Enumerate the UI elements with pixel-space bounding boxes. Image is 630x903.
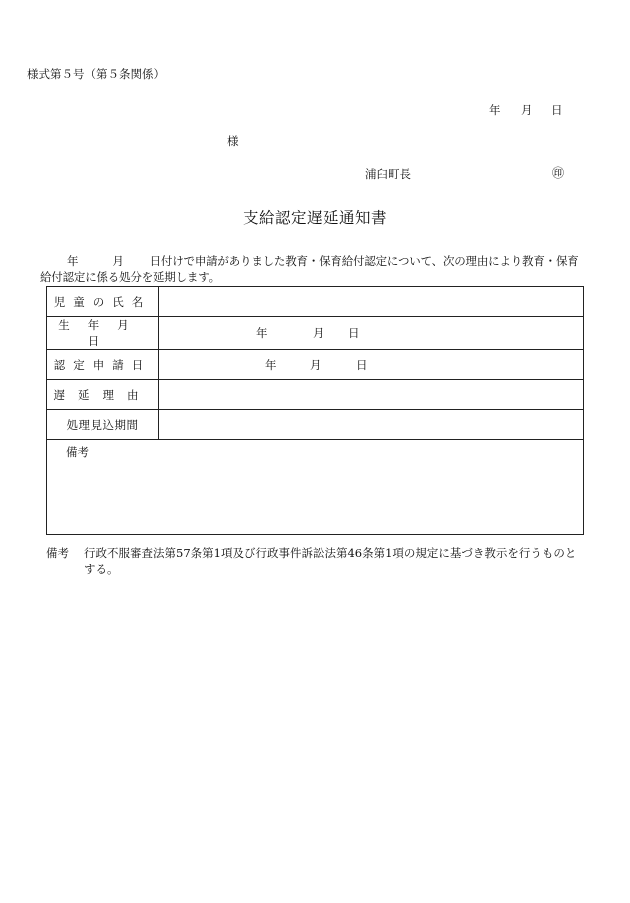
row-label-delay-reason: 遅延理由 <box>47 380 159 410</box>
addressee-suffix: 様 <box>227 134 239 148</box>
date-day-label: 日 <box>551 103 563 117</box>
processing-period-field[interactable] <box>159 410 584 440</box>
footnote-text: 行政不服審査法第57条第1項及び行政事件訴訟法第46条第1項の規定に基づき教示を行うものとする。 <box>84 546 577 576</box>
app-month-label: 月 <box>310 357 322 372</box>
table-row <box>47 287 584 317</box>
remarks-label: 備考 <box>66 445 89 459</box>
date-year-label: 年 <box>489 103 501 117</box>
birth-year-label: 年 <box>256 326 268 340</box>
delay-reason-field[interactable] <box>159 380 584 410</box>
app-year-label: 年 <box>265 357 277 372</box>
date-month-label: 月 <box>521 103 533 117</box>
row-label-birthdate: 生年月日 <box>47 317 159 350</box>
birth-day-label: 日 <box>348 326 360 340</box>
body-month-label: 月 <box>112 254 124 268</box>
application-date-field[interactable] <box>159 350 584 380</box>
form-number: 様式第５号（第５条関係） <box>27 67 165 81</box>
app-day-label: 日 <box>356 357 368 372</box>
body-text: 日付けで申請がありました教育・保育給付認定について、次の理由により教育・保育給付認定に係る処分を延期します。 <box>40 254 579 284</box>
birthdate-field[interactable] <box>159 317 584 350</box>
child-name-field[interactable] <box>159 287 584 317</box>
table-row <box>47 317 584 350</box>
table-row <box>47 410 584 440</box>
row-label-application-date: 認定申請日 <box>47 350 159 380</box>
table-row <box>47 350 584 380</box>
footnote-label: 備考 <box>46 546 69 560</box>
document-title: 支給認定遅延通知書 <box>242 209 387 227</box>
issue-date <box>489 103 563 117</box>
remarks-field[interactable] <box>47 440 584 535</box>
seal-mark: ㊞ <box>552 166 565 180</box>
row-label-child-name: 児童の氏名 <box>47 287 159 317</box>
table-row <box>47 440 584 535</box>
row-label-processing-period: 処理見込期間 <box>47 410 159 440</box>
table-row <box>47 380 584 410</box>
info-table <box>46 286 584 535</box>
birth-month-label: 月 <box>313 326 325 340</box>
issuer-name: 浦臼町長 <box>365 167 411 181</box>
body-year-label: 年 <box>67 254 79 268</box>
notice-body <box>40 253 586 285</box>
